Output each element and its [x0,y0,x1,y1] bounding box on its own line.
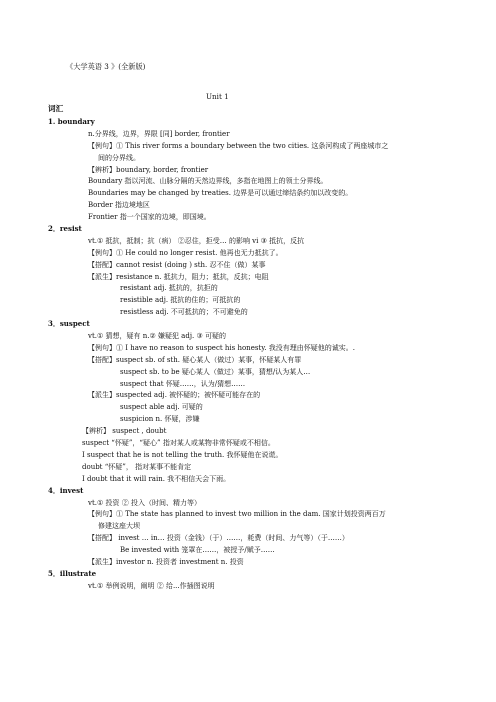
text-line: I suspect that he is not telling the truth. 我怀疑他在说谎。 [82,450,283,459]
entry-title: 2．resist [48,224,82,234]
text-line: suspect able adj. 可疑的 [120,403,203,412]
text-line: vt.① 举例说明，阐明 ② 给...作插图说明 [88,581,215,590]
text-line: Boundary 指以河流、山脉分隔的天然边界线，多指在地图上的领土分界线。 [88,177,328,186]
text-line: suspicion n. 怀疑，涉嫌 [120,415,200,424]
entry-title: 4．invest [48,485,84,495]
text-line: 【例句】① This river forms a boundary between the two cities. 这条河构成了两座城市之 [88,141,389,150]
text-line: Border 指边境地区 [88,201,150,210]
text-line: 【辨析】boundary, border, frontier [88,165,209,174]
text-line: Be invested with 笼罩在……，被授予/赋予…… [120,546,275,555]
text-line: 【派生】suspected adj. 被怀疑的；被怀疑可能存在的 [88,391,261,400]
text-line: 间的分界线。 [98,153,140,162]
text-line: suspect sb. to be 疑心某人（做过）某事，猜想/认为某人… [120,367,311,376]
text-line: 【搭配】suspect sb. of sth. 疑心某人（做过）某事，怀疑某人有罪 [88,355,302,364]
book-title: 《大学英语 3 》(全新版) [66,62,146,71]
text-line: resistless adj. 不可抵抗的；不可避免的 [120,308,248,317]
text-line: 【派生】investor n. 投资者 investment n. 投资 [88,557,244,566]
text-line: Frontier 指一个国家的边境，即国境。 [88,213,211,222]
text-line: Boundaries may be changed by treaties. 边界是可以通过缔结条约加以改变的。 [88,189,353,198]
text-line: suspect “怀疑”，“疑心” 指对某人或某物非常怀疑或不相信。 [82,439,275,448]
text-line: 【辨析】 suspect , doubt [82,427,167,436]
text-line: suspect that 怀疑……，认为/猜想…… [120,379,246,388]
text-line: vt.① 投资 ② 投入（时间、精力等） [88,498,201,507]
text-line: 【搭配】cannot resist (doing ) sth. 忍不住（做）某事 [88,260,266,269]
text-line: 修建这座大坝 [98,522,140,531]
vocabulary-content [48,118,458,594]
text-line: 【派生】resistance n. 抵抗力，阻力；抵抗，反抗；电阻 [88,272,269,281]
text-line: resistible adj. 抵抗的住的；可抵抗的 [120,296,241,305]
text-line: vt.① 抵抗，抵制；抗（病） ②忍住，拒受… 的影响 vi ③ 抵抗，反抗 [88,236,305,245]
entry-title: 1. boundary [48,117,95,126]
entry-title: 5．illustrate [48,568,97,578]
text-line: n.分界线，边界，界限 [同] border, frontier [88,129,230,138]
text-line: 【搭配】 invest … in… 投资（金钱）（于）……，耗费（时间、力气等）（于……） [88,534,349,543]
section-heading: 词汇 [48,104,64,113]
text-line: 【例句】① I have no reason to suspect his honesty. 我没有理由怀疑他的诚实。. [88,343,355,352]
text-line: 【例句】① He could no longer resist. 他再也无力抵抗了。 [88,248,283,257]
text-line: I doubt that it will rain. 我不相信天会下雨。 [82,474,231,483]
text-line: resistant adj. 抵抗的，抗拒的 [120,284,218,293]
unit-title: Unit 1 [206,92,229,101]
entry-title: 3．suspect [48,319,90,329]
text-line: 【例句】① The state has planned to invest two million in the dam. 国家计划投资两百万 [88,510,386,519]
text-line: vt.① 猜想，疑有 n.② 嫌疑犯 adj. ③ 可疑的 [88,332,226,341]
text-line: doubt “怀疑”， 指对某事不能肯定 [82,462,192,471]
